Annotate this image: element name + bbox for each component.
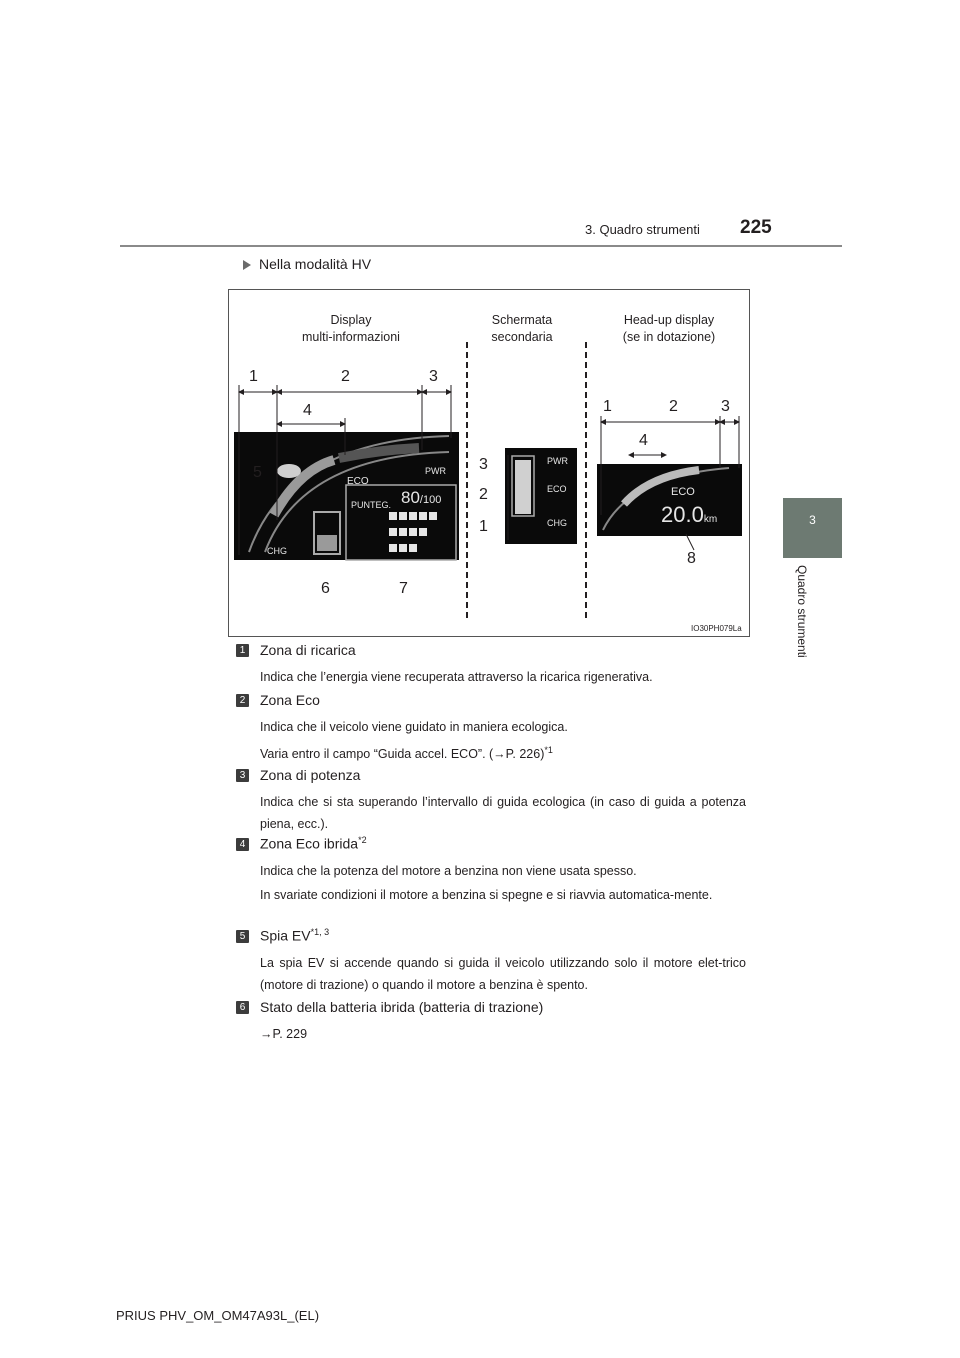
- item-title: [260, 835, 367, 852]
- item-title-text: Spia EV: [260, 927, 311, 944]
- hud-eco-label: ECO: [671, 486, 695, 498]
- item-description: Indica che il veicolo viene guidato in maniera ecologica.: [260, 720, 568, 734]
- instrument-figure: [228, 289, 750, 637]
- score-value: [401, 488, 441, 508]
- chapter-tab-label: Quadro strumenti: [795, 565, 809, 658]
- callout-2-hud: 2: [669, 398, 678, 415]
- item-title-text: Zona Eco ibrida: [260, 835, 359, 852]
- caption-line: secondaria: [491, 330, 553, 344]
- multi-info-chg-label: CHG: [267, 546, 287, 556]
- item-number-badge: 2: [236, 694, 249, 707]
- item-description-2: [260, 739, 746, 765]
- item-description: →P. 229: [260, 1027, 308, 1041]
- item-description-text: Varia entro il campo “Guida accel. ECO”. (→P. 226): [260, 747, 545, 762]
- callout-3-hud: 3: [721, 398, 730, 415]
- item-description: La spia EV si accende quando si guida il veicolo utilizzando solo il motore elet-trico (motore di trazione) o quando il motore a benzina è spento.: [260, 956, 746, 992]
- section-title: 3. Quadro strumenti: [585, 222, 700, 237]
- callout-1: 1: [249, 368, 258, 385]
- item-description: Indica che la potenza del motore a benzina non viene usata spesso.: [260, 864, 637, 878]
- caption-line: Schermata: [491, 313, 553, 327]
- callout-1-secondary: 1: [479, 518, 488, 535]
- callout-7: 7: [399, 580, 408, 597]
- item-description: Indica che si sta superando l’intervallo di guida ecologica (in caso di guida a potenza piena, ecc.).: [260, 795, 746, 831]
- header-divider: [120, 245, 842, 247]
- item-number-badge: 1: [236, 644, 249, 657]
- subheading: [243, 256, 371, 272]
- hud-distance-value: 20.0: [661, 502, 704, 527]
- caption-line: (se in dotazione): [622, 330, 716, 344]
- callout-5: 5: [253, 464, 262, 481]
- score-label: PUNTEG.: [351, 500, 392, 510]
- item-title: [260, 927, 329, 944]
- item-number-badge: 4: [236, 838, 249, 851]
- triangle-bullet-icon: [243, 260, 251, 270]
- callout-3: 3: [429, 368, 438, 385]
- item-description: Indica che l’energia viene recuperata attraverso la ricarica rigenerativa.: [260, 670, 653, 684]
- footnote-ref: *1: [544, 745, 553, 755]
- instrument-diagram: [229, 290, 749, 636]
- multi-info-pwr-label: PWR: [425, 466, 446, 476]
- caption-line: Head-up display: [623, 313, 715, 327]
- callout-4: 4: [303, 402, 312, 419]
- score-max: /100: [419, 494, 442, 506]
- item-title: Zona di ricarica: [260, 642, 356, 658]
- secondary-eco-label: ECO: [547, 484, 567, 494]
- subheading-text: Nella modalità HV: [259, 256, 372, 272]
- caption-line: Display: [330, 313, 372, 327]
- score-number: 80: [401, 488, 420, 507]
- chapter-number: 3: [809, 513, 816, 527]
- callout-2: 2: [341, 368, 350, 385]
- secondary-chg-label: CHG: [547, 518, 567, 528]
- item-title: Zona Eco: [260, 692, 320, 708]
- callout-4-hud: 4: [639, 432, 648, 449]
- item-title: Stato della batteria ibrida (batteria di trazione): [260, 999, 544, 1015]
- secondary-pwr-label: PWR: [547, 456, 568, 466]
- callout-3-secondary: 3: [479, 456, 488, 473]
- multi-info-eco-label: ECO: [347, 476, 369, 487]
- footnote-ref: *2: [358, 835, 367, 845]
- item-number-badge: 3: [236, 769, 249, 782]
- image-code: IO30PH079La: [691, 624, 742, 633]
- item-description-2: In svariate condizioni il motore a benzina si spegne e si riavvia automatica-mente.: [260, 888, 713, 902]
- callout-2-secondary: 2: [479, 486, 488, 503]
- item-number-badge: 6: [236, 1001, 249, 1014]
- item-number-badge: 5: [236, 930, 249, 943]
- footnote-ref: *1, 3: [310, 927, 330, 937]
- hud-distance-unit: km: [703, 514, 718, 525]
- page-number: 225: [740, 217, 772, 238]
- callout-8-hud: 8: [687, 550, 696, 567]
- caption-line: multi-informazioni: [302, 330, 400, 344]
- item-title: Zona di potenza: [260, 767, 361, 783]
- callout-6: 6: [321, 580, 330, 597]
- callout-1-hud: 1: [603, 398, 612, 415]
- hud-distance: [661, 502, 717, 528]
- chapter-tab: [783, 498, 842, 558]
- footer-document-code: PRIUS PHV_OM_OM47A93L_(EL): [116, 1308, 320, 1323]
